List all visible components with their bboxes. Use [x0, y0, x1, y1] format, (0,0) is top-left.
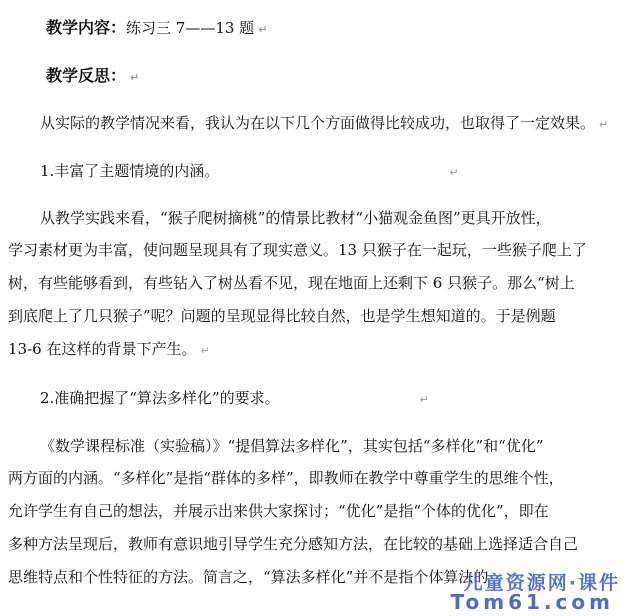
- body-line: 从教学实践来看，“猴子爬树摘桃”的情景比教材“小猫观金鱼图”更具开放性，: [40, 209, 551, 227]
- body-line: 学习素材更为丰富，使问题呈现具有了现实意义。13 只猴子在一起玩，一些猴子爬上了: [8, 241, 587, 259]
- paragraph-mark-icon: ↵: [258, 23, 268, 36]
- paragraph-mark-icon: ↵: [200, 344, 210, 357]
- paragraph-mark-icon: ↵: [599, 118, 609, 131]
- body-line: 从实际的教学情况来看，我认为在以下几个方面做得比较成功，也取得了一定效果。 ↵: [40, 114, 609, 132]
- body-line: 到底爬上了几只猴子”呢？问题的呈现显得比较自然，也是学生想知道的。于是例题: [8, 307, 556, 325]
- watermark-site-name: 儿童资源网·课件: [463, 572, 620, 594]
- teaching-content-label: 教学内容：: [46, 18, 127, 37]
- section-heading-1: 1.丰富了主题情境的内涵。 ↵: [40, 162, 459, 180]
- body-line: 思维特点和个性特征的方法。简言之，“算法多样化”并不是指个体算法的: [8, 568, 489, 586]
- body-line: 允许学生有自己的想法，并展示出来供大家探讨；“优化”是指“个体的优化”，即在: [8, 502, 549, 520]
- watermark-domain: Tom61.com: [450, 590, 614, 614]
- teaching-reflection-label: 教学反思：: [46, 66, 127, 85]
- body-line: 《数学课程标准（实验稿）》“提倡算法多样化”，其实包括“多样化”和“优化”: [40, 437, 544, 455]
- body-line: 两方面的内涵。“多样化”是指“群体的多样”，即教师在教学中尊重学生的思维个性，: [8, 469, 564, 487]
- watermark-logo: [412, 568, 622, 614]
- paragraph-mark-icon: ↵: [449, 166, 459, 179]
- body-line: 多种方法呈现后，教师有意识地引导学生充分感知方法，在比较的基础上选择适合自己: [8, 535, 579, 553]
- teaching-reflection-heading: [46, 66, 139, 88]
- paragraph-mark-icon: ↵: [130, 71, 140, 84]
- section-heading-2: 2.准确把握了“算法多样化”的要求。 ↵: [40, 389, 429, 407]
- body-line: 13-6 在这样的背景下产生。 ↵: [8, 340, 210, 358]
- paragraph-mark-icon: ↵: [419, 393, 429, 406]
- teaching-content-value: 练习三 7——13 题: [126, 19, 255, 37]
- body-line: 树，有些能够看到，有些钻入了树丛看不见，现在地面上还剩下 6 只猴子。那么“树上: [8, 274, 575, 292]
- teaching-content-heading: [46, 18, 267, 40]
